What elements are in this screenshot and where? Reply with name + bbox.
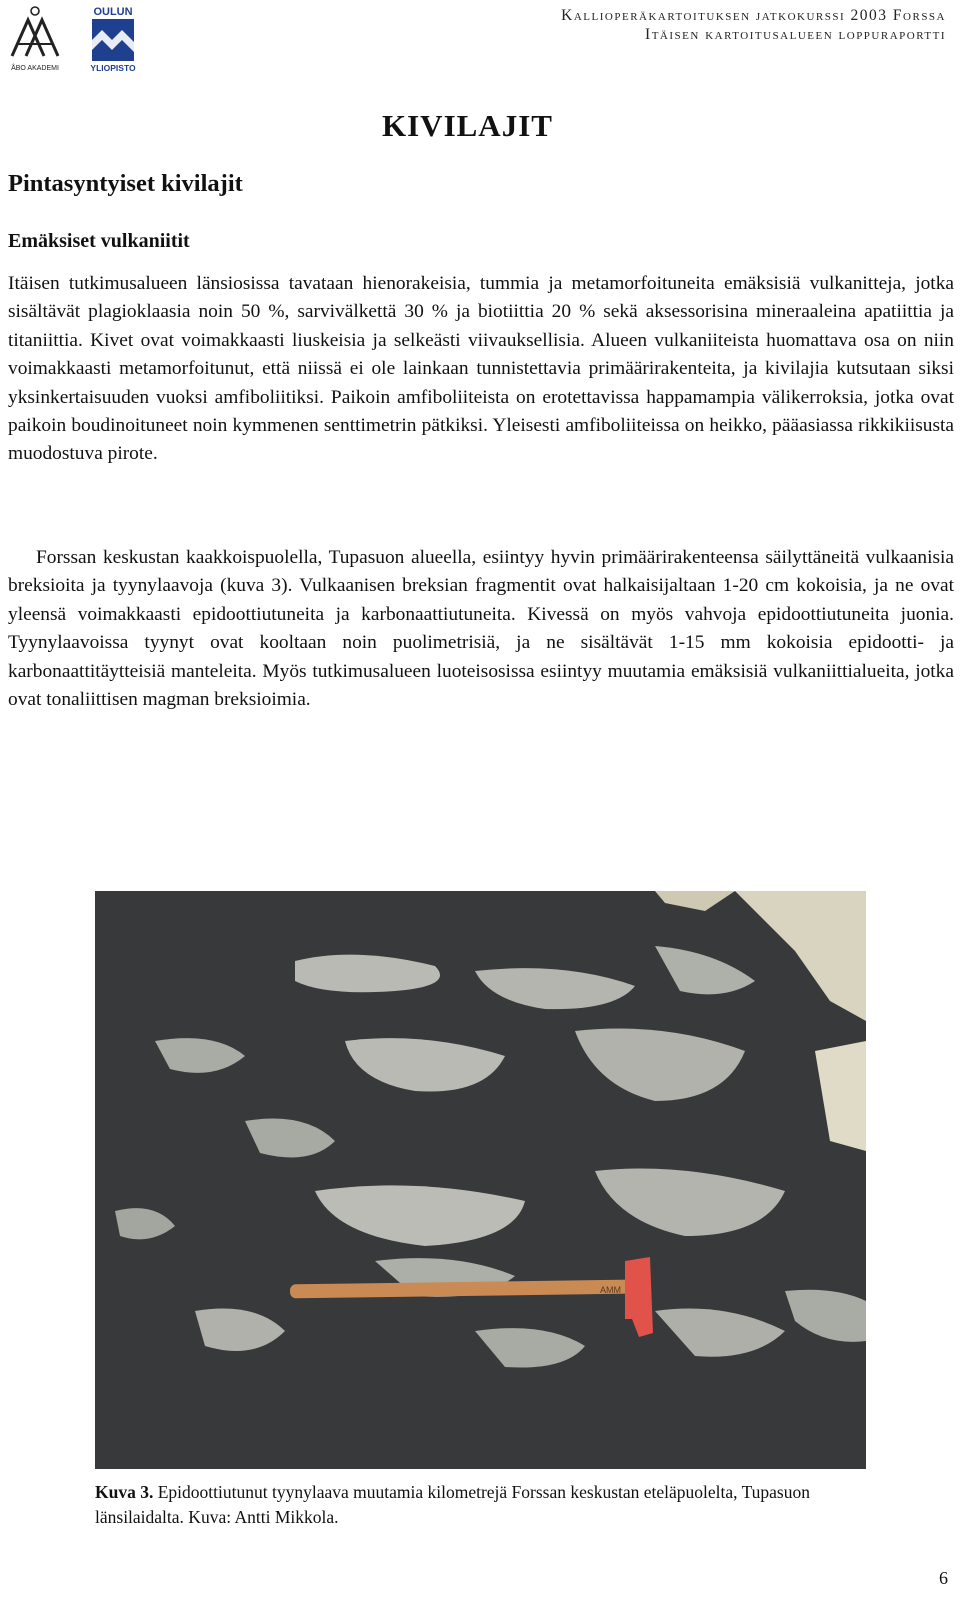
paragraph-1: Itäisen tutkimusalueen länsiosissa tavataan hienorakeisia, tummia ja metamorfoituneita emäksisiä vulkanitteja, jotka sisältävät plagioklaasia noin 50 %, sarvivälkettä 30 % ja biotiittia 20 % sekä aksessorisina mineraaleina apatiittia ja titaniittia. Kivet ovat voimakkaasti liuskeisia ja selkeästi viivauksellisia. Alueen vulkaniiteista huomattava osa on niin voimakkaasti metamorfoitunut, että niissä ei ole lainkaan tunnistettavia primäärirakenteita, ja kivilajia kutsutaan siksi yksinkertaisuuden vuoksi amfiboliitiksi. Paikoin amfiboliiteista on erotettavissa happamampia välikerroksia, jotka ovat paikoin boudinoituneet noin kymmenen senttimetrin pätkiksi. Yleisesti amfiboliiteissa on heikko, pääasiassa rikkikiisusta muodostuva pirote.: [8, 273, 954, 465]
report-header-line1: Kallioperäkartoituksen jatkokurssi 2003 Forssa: [561, 7, 946, 24]
oulu-university-logo: [88, 4, 138, 74]
figure-photo-pillow-lava: [95, 891, 866, 1469]
hammer-inscription: AMM: [600, 1285, 621, 1295]
page-header: [0, 0, 960, 80]
paragraph-2: Forssan keskustan kaakkoispuolella, Tupasuon alueella, esiintyy hyvin primäärirakenteensa säilyttäneitä vulkaanisia breksioita ja tyynylaavoja (kuva 3). Vulkaanisen breksian fragmentit ovat halkaisijaltaan 1-20 cm kokoisia, ja ne ovat yleensä voimakkaasti epidoottiutuneita ja karbonaattiutuneita. Kivessä on myös vahvoja epidoottiutuneita juonia. Tyynylaavoissa tyynyt ovat kooltaan noin puolimetrisiä, ja ne sisältävät 1-15 mm kokoisia epidootti- ja karbonaattitäytteisiä manteleita. Myös tutkimusalueen luoteisosissa esiintyy muutamia emäksisiä vulkaniittialueita, jotka ovat tonaliittisen magman breksioimia.: [8, 547, 954, 711]
figure-caption-text: Epidoottiutunut tyynylaava muutamia kilometrejä Forssan keskustan eteläpuolelta, Tupasuon länsilaidalta. Kuva: Antti Mikkola.: [95, 1482, 810, 1527]
page-title: KIVILAJIT: [382, 108, 553, 143]
oulu-logo-bottom-text: YLIOPISTO: [90, 63, 136, 73]
figure-caption: [95, 1480, 885, 1530]
subsection-heading: Emäksiset vulkaniitit: [8, 230, 190, 252]
abo-logo-text: ÅBO AKADEMI: [11, 65, 59, 72]
oulu-logo-top-text: OULUN: [93, 6, 133, 18]
abo-akademi-logo: [6, 4, 64, 74]
figure-caption-label: Kuva 3.: [95, 1482, 154, 1502]
report-header-line2: Itäisen kartoitusalueen loppuraportti: [645, 26, 946, 43]
section-heading: Pintasyntyiset kivilajit: [8, 170, 243, 197]
report-header: [561, 6, 946, 44]
page-number: 6: [939, 1568, 948, 1588]
